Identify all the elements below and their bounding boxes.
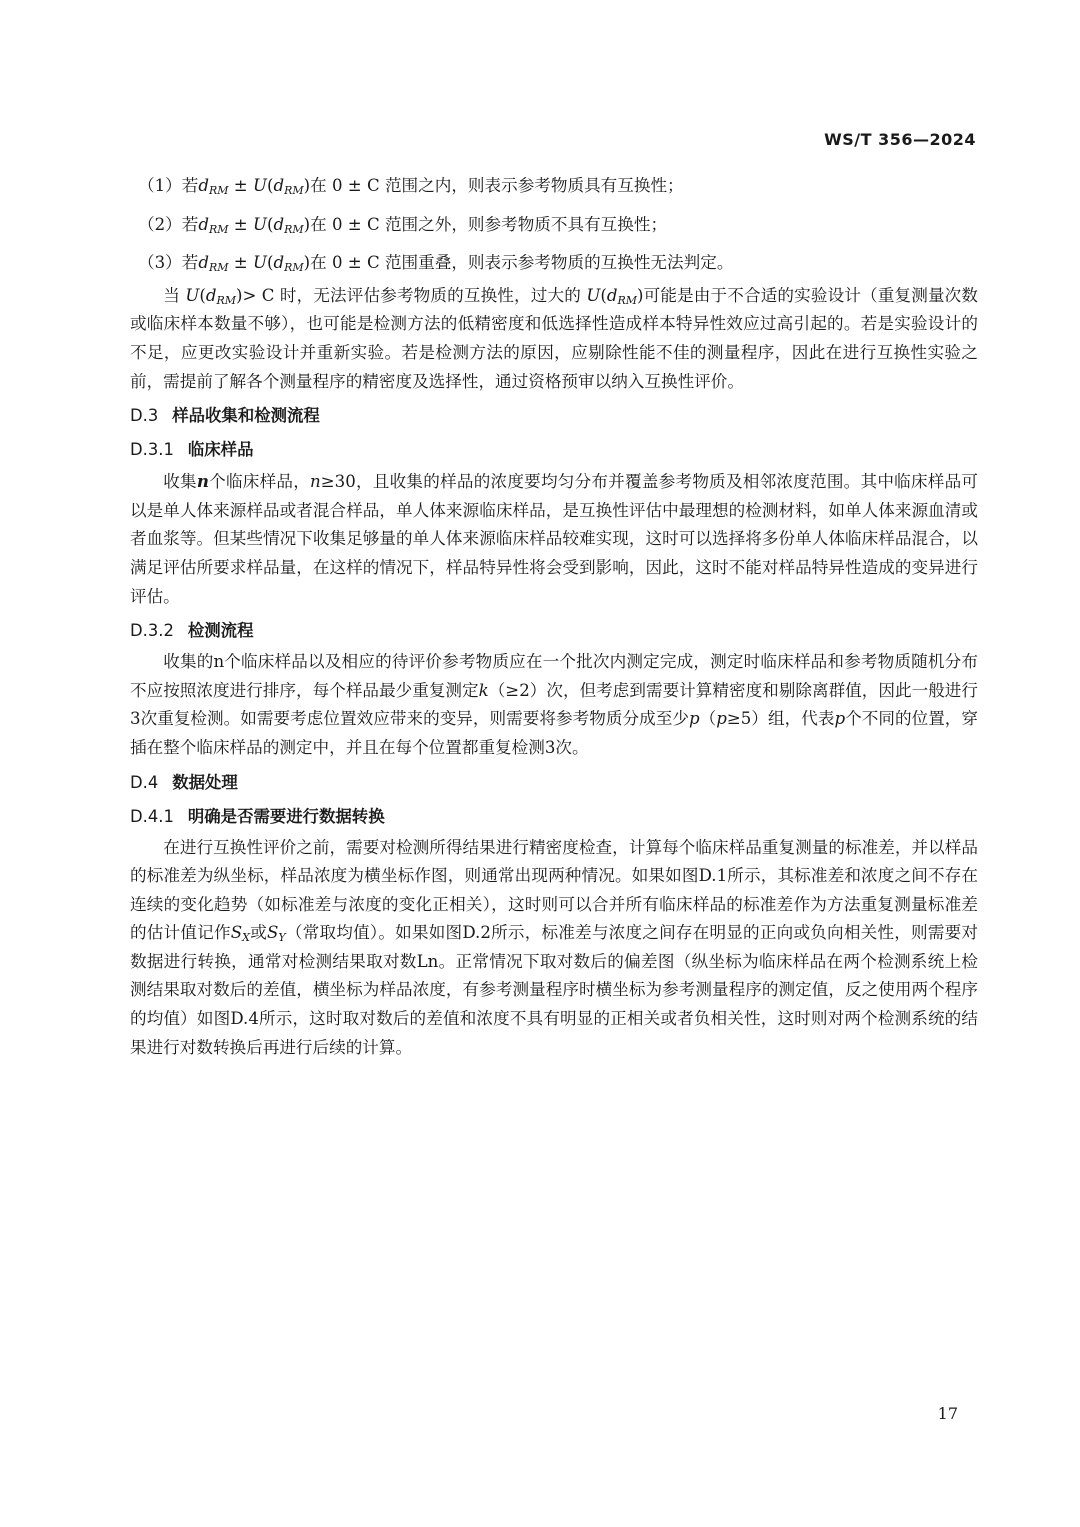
math-p: p [716, 709, 727, 729]
section-title: 样品收集和检测流程 [172, 406, 320, 426]
item-prefix: （3）若 [138, 253, 199, 273]
section-heading-d3-2 [130, 617, 978, 645]
math-paren-open: ( [266, 214, 274, 234]
math-s: S [230, 923, 243, 943]
section-title: 临床样品 [187, 440, 254, 460]
math-d: d [273, 214, 285, 234]
text-run: （ [699, 709, 717, 729]
paragraph-clinical-samples [130, 467, 978, 611]
text-run: 收集 [163, 472, 197, 492]
math-sub: RM [208, 222, 229, 236]
math-s: S [267, 923, 279, 943]
math-pm: ± [228, 214, 253, 234]
math-p: p [834, 709, 846, 729]
math-d: d [198, 176, 209, 195]
math-n: n [196, 471, 209, 492]
section-heading-d4-1 [130, 803, 978, 831]
criteria-item-3 [130, 249, 978, 278]
math-d: d [205, 285, 217, 305]
item-text: 在 0 ± C 范围重叠，则表示参考物质的互换性无法判定。 [310, 253, 734, 273]
item-prefix: （1）若 [138, 176, 199, 195]
text-run: ≥30，且收集的样品的浓度要均匀分布并覆盖参考物质及相邻浓度范围。其中临床样品可以是单人体来源样品或者混合样品，单人体来源临床样品，是互换性评估中最理想的检测材料，如单人体来源血清或者血浆等。但某些情况下收集足够量的单人体来源临床样品较难实现，这时可以选择将多份单人体临床样品混合，以满足评估所要求样品量，在这样的情况下，样品特异性将会受到影响，因此，这时不能对样品特异性造成的变异进行评估。 [130, 472, 979, 606]
section-title: 明确是否需要进行数据转换 [187, 806, 385, 826]
section-title: 检测流程 [187, 621, 254, 641]
math-paren-close: ) [303, 176, 311, 195]
criteria-item-1 [130, 172, 978, 201]
section-number: D.3.2 [130, 621, 174, 641]
section-title: 数据处理 [172, 772, 238, 792]
text-run: 当 [163, 285, 186, 305]
math-n: n [310, 472, 321, 492]
math-sub: RM [617, 293, 637, 307]
math-paren-close: ) [303, 214, 311, 234]
math-pm: ± [228, 176, 253, 195]
math-sub: RM [284, 222, 304, 236]
paragraph-data-transform [130, 834, 978, 1063]
text-run: 或 [250, 923, 268, 943]
text-run: 可能是由于不合适的实验设计（重复测量次数或临床样本数量不够），也可能是检测方法的低精密度和低选择性造成样本特异性效应过高引起的。若是实验设计的不足，应更改实验设计并重新实验。若是检测方法的原因，应剔除性能不佳的测量程序，因此在进行互换性实验之前，需提前了解各个测量程序的精密度及选择性，通过资格预审以纳入互换性评价。 [130, 285, 978, 391]
item-text: 在 0 ± C 范围之内，则表示参考物质具有互换性； [310, 176, 684, 195]
math-paren-close: ) [637, 285, 644, 305]
math-d: d [273, 176, 285, 195]
math-d: d [273, 253, 285, 273]
math-d: d [198, 214, 209, 234]
section-number: D.4 [130, 772, 159, 792]
text-run: 个临床样品， [208, 472, 311, 492]
text-run: （≥2）次，但考虑到需要计算精密度和剔除离群值，因此一般进行3次重复检测。如需要考虑位置效应带来的变异，则需要将参考物质分成至少 [130, 680, 978, 729]
math-sub: RM [208, 184, 229, 197]
section-heading-d4 [130, 769, 978, 797]
text-run: ≥5）组，代表 [726, 709, 835, 729]
math-pm: ± [228, 253, 253, 273]
math-u: U [252, 214, 267, 234]
text-run: 在进行互换性评价之前，需要对检测所得结果进行精密度检查，计算每个临床样品重复测量的标准差，并以样品的标准差为纵坐标，样品浓度为横坐标作图，则通常出现两种情况。如果如图D.1所示，其标准差和浓度之间不存在连续的变化趋势（如标准差与浓度的变化正相关），这时则可以合并所有临床样品的标准差作为方法重复测量标准差的估计值记作 [130, 837, 978, 943]
criteria-item-2 [130, 211, 978, 240]
math-paren-close: ) [303, 253, 311, 273]
section-number: D.4.1 [130, 806, 174, 826]
text-run: 个不同的位置，穿插在整个临床样品的测定中，并且在每个位置都重复检测3次。 [130, 709, 979, 757]
text-run: （常取均值）。如果如图D.2所示，标准差与浓度之间存在明显的正向或负向相关性，则需要对数据进行转换，通常对检测结果取对数Ln。正常情况下取对数后的偏差图（纵坐标为临床样品在两个检测系统上检测结果取对数后的差值，横坐标为样品浓度，有参考测量程序时横坐标为参考测量程序的测定值，反之使用两个程序的均值）如图D.4所示，这时取对数后的差值和浓度不具有明显的正相关或者负相关性，这时则对两个检测系统的结果进行对数转换后再进行后续的计算。 [130, 923, 979, 1057]
paragraph-test-procedure [130, 648, 978, 762]
math-u: U [185, 285, 200, 305]
math-u: U [252, 176, 267, 195]
math-paren-open: ( [266, 253, 274, 273]
math-sub: Y [278, 931, 286, 945]
section-heading-d3 [130, 402, 978, 430]
math-u: U [252, 253, 267, 273]
section-number: D.3.1 [130, 440, 174, 460]
math-paren-open: ( [600, 285, 607, 305]
math-d: d [606, 285, 618, 305]
math-d: d [198, 253, 209, 273]
item-prefix: （2）若 [138, 214, 199, 234]
math-sub: RM [284, 261, 304, 275]
math-sub: RM [284, 184, 304, 197]
math-paren-open: ( [266, 176, 274, 195]
section-heading-d3-1 [130, 436, 978, 464]
page-content [130, 172, 978, 1062]
text-run: 收集的n个临床样品以及相应的待评价参考物质应在一个批次内测定完成，测定时临床样品和参考物质随机分布不应按照浓度进行排序，每个样品最少重复测定 [130, 652, 978, 700]
item-text: 在 0 ± C 范围之外，则参考物质不具有互换性； [310, 214, 668, 234]
math-k: k [478, 680, 489, 700]
math-u: U [586, 285, 601, 305]
math-sub: RM [208, 261, 229, 275]
math-paren-open: ( [199, 285, 206, 305]
document-id: WS/T 356—2024 [824, 130, 976, 149]
paragraph-uc [130, 282, 978, 396]
math-sub: X [242, 931, 251, 945]
page-number: 17 [937, 1404, 958, 1423]
math-p: p [688, 709, 700, 729]
text-run: > C 时，无法评估参考物质的互换性，过大的 [242, 285, 587, 305]
math-sub: RM [216, 293, 236, 307]
math-paren-close: ) [235, 285, 243, 305]
section-number: D.3 [130, 406, 159, 426]
